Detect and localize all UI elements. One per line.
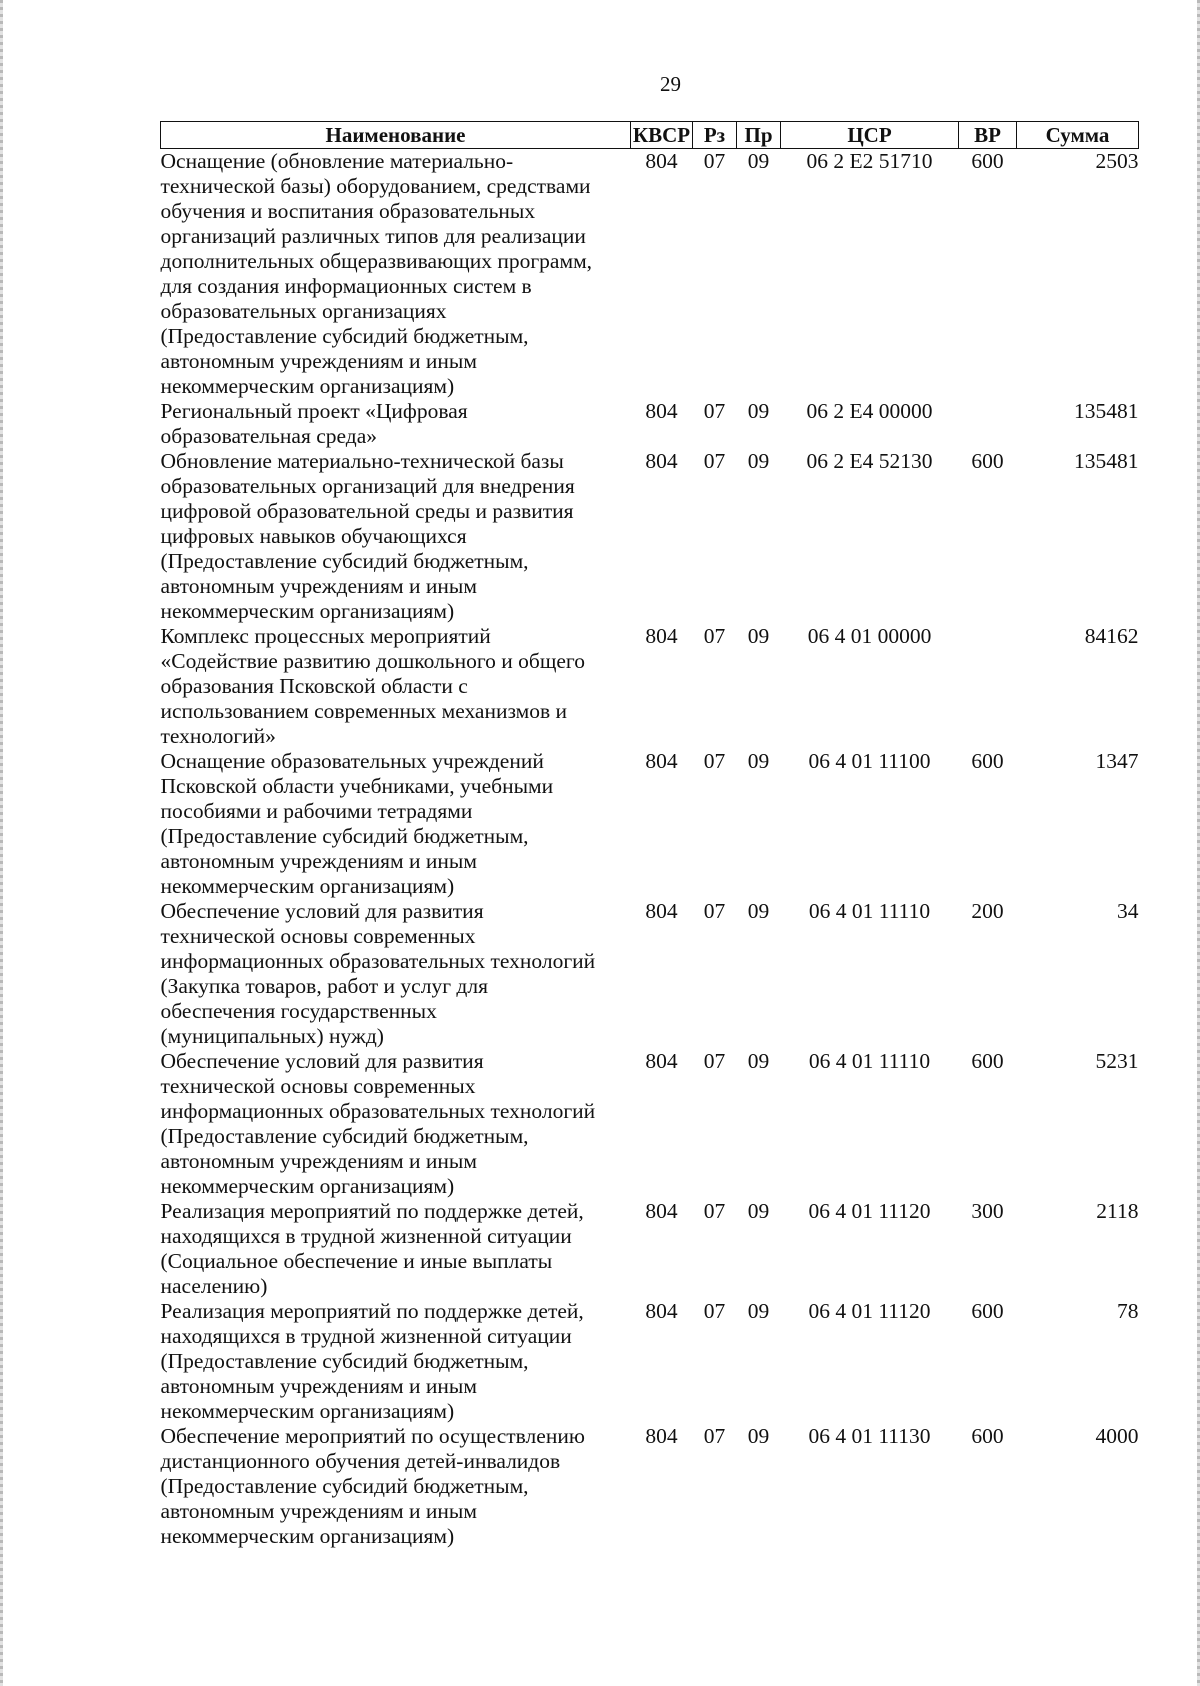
row-kvsr-cell: 804 xyxy=(645,149,678,173)
row-rz-cell: 07 xyxy=(703,749,726,773)
row-vr-cell: 600 xyxy=(971,449,1004,473)
row-kvsr-cell: 804 xyxy=(645,749,678,773)
row-csr-cell: 06 4 01 11100 xyxy=(808,749,931,773)
table-row xyxy=(161,749,1139,899)
row-name-cell: Реализация мероприятий по поддержке детей, находящихся в трудной жизненной ситуации (Предоставление субсидий бюджетным, автономным учреждениям и иным некоммерческим организациям) xyxy=(160,1299,584,1423)
row-sum-cell: 2503 xyxy=(1095,149,1139,173)
row-sum-cell: 34 xyxy=(1117,899,1139,923)
row-pr-cell: 09 xyxy=(747,624,770,648)
budget-table xyxy=(160,121,1139,1549)
row-vr-cell xyxy=(959,624,1017,749)
row-rz-cell: 07 xyxy=(703,449,726,473)
row-vr-cell: 600 xyxy=(971,749,1004,773)
row-pr-cell: 09 xyxy=(747,1299,770,1323)
row-kvsr-cell: 804 xyxy=(645,1049,678,1073)
row-csr-cell: 06 4 01 11130 xyxy=(808,1424,931,1448)
row-vr-cell: 600 xyxy=(971,1424,1004,1448)
row-kvsr-cell: 804 xyxy=(645,449,678,473)
row-sum-cell: 5231 xyxy=(1095,1049,1139,1073)
header-sum: Сумма xyxy=(1017,122,1139,149)
row-csr-cell: 06 4 01 11110 xyxy=(808,899,931,923)
table-row xyxy=(161,399,1139,449)
row-rz-cell: 07 xyxy=(703,899,726,923)
row-rz-cell: 07 xyxy=(703,149,726,173)
row-pr-cell: 09 xyxy=(747,149,770,173)
row-vr-cell: 600 xyxy=(971,1299,1004,1323)
row-name-cell: Обновление материально-технической базы образовательных организаций для внедрения цифровой образовательной среды и развития цифровых навыков обучающихся (Предоставление субсидий бюджетным, автономным учреждениям и иным некоммерческим организациям) xyxy=(160,449,575,623)
row-rz-cell: 07 xyxy=(703,1049,726,1073)
scan-edge-left xyxy=(0,0,3,1686)
row-vr-cell: 600 xyxy=(971,149,1004,173)
row-kvsr-cell: 804 xyxy=(645,624,678,648)
row-name-cell: Реализация мероприятий по поддержке детей, находящихся в трудной жизненной ситуации (Социальное обеспечение и иные выплаты населению) xyxy=(160,1199,584,1298)
row-name-cell: Обеспечение условий для развития технической основы современных информационных образовательных технологий (Закупка товаров, работ и услуг для обеспечения государственных (муниципальных) нужд) xyxy=(160,899,596,1048)
row-pr-cell: 09 xyxy=(747,399,770,423)
row-rz-cell: 07 xyxy=(703,399,726,423)
row-kvsr-cell: 804 xyxy=(645,399,678,423)
table-row xyxy=(161,449,1139,624)
row-csr-cell: 06 4 01 11110 xyxy=(808,1049,931,1073)
row-sum-cell: 4000 xyxy=(1095,1424,1139,1448)
row-pr-cell: 09 xyxy=(747,899,770,923)
row-pr-cell: 09 xyxy=(747,749,770,773)
row-rz-cell: 07 xyxy=(703,1299,726,1323)
page-number: 29 xyxy=(660,72,681,96)
row-csr-cell: 06 4 01 00000 xyxy=(807,624,932,648)
row-rz-cell: 07 xyxy=(703,624,726,648)
table-row xyxy=(161,624,1139,749)
table-header xyxy=(161,122,1139,149)
header-name: Наименование xyxy=(161,122,631,149)
row-name-cell: Обеспечение мероприятий по осуществлению дистанционного обучения детей-инвалидов (Предоставление субсидий бюджетным, автономным учреждениям и иным некоммерческим организациям) xyxy=(160,1424,585,1548)
row-rz-cell: 07 xyxy=(703,1199,726,1223)
row-vr-cell: 200 xyxy=(971,899,1004,923)
table-row xyxy=(161,1424,1139,1549)
row-sum-cell: 2118 xyxy=(1096,1199,1139,1223)
header-csr: ЦСР xyxy=(781,122,959,149)
row-name-cell: Комплекс процессных мероприятий «Содействие развитию дошкольного и общего образования Псковской области с использованием современных механизмов и технологий» xyxy=(160,624,585,748)
row-csr-cell: 06 4 01 11120 xyxy=(808,1199,931,1223)
table-row xyxy=(161,149,1139,400)
row-kvsr-cell: 804 xyxy=(645,1424,678,1448)
row-sum-cell: 1347 xyxy=(1095,749,1139,773)
row-pr-cell: 09 xyxy=(747,449,770,473)
row-name-cell: Региональный проект «Цифровая образовательная среда» xyxy=(160,399,468,448)
row-kvsr-cell: 804 xyxy=(645,1199,678,1223)
table-row xyxy=(161,1199,1139,1299)
header-kvsr: КВСР xyxy=(631,122,693,149)
row-sum-cell: 135481 xyxy=(1074,399,1139,423)
row-pr-cell: 09 xyxy=(747,1049,770,1073)
row-sum-cell: 78 xyxy=(1117,1299,1139,1323)
row-csr-cell: 06 4 01 11120 xyxy=(808,1299,931,1323)
row-sum-cell: 84162 xyxy=(1084,624,1139,648)
row-name-cell: Оснащение образовательных учреждений Псковской области учебниками, учебными пособиями и рабочими тетрадями (Предоставление субсидий бюджетным, автономным учреждениям и иным некоммерческим организациям) xyxy=(160,749,554,898)
header-vr: ВР xyxy=(959,122,1017,149)
row-vr-cell: 600 xyxy=(971,1049,1004,1073)
table-body xyxy=(161,149,1139,1550)
header-rz: Рз xyxy=(693,122,737,149)
header-pr: Пр xyxy=(737,122,781,149)
header-row xyxy=(161,122,1139,149)
row-vr-cell: 300 xyxy=(971,1199,1004,1223)
row-csr-cell: 06 2 E4 00000 xyxy=(806,399,933,423)
row-csr-cell: 06 2 E4 52130 xyxy=(806,449,933,473)
row-name-cell: Оснащение (обновление материально- технической базы) оборудованием, средствами обучения и воспитания образовательных организаций различных типов для реализации дополнительных общеразвивающих программ, для создания информационных систем в образовательных организациях (Предоставление субсидий бюджетным, автономным учреждениям и иным некоммерческим организациям) xyxy=(160,149,593,398)
row-kvsr-cell: 804 xyxy=(645,1299,678,1323)
row-name-cell: Обеспечение условий для развития технической основы современных информационных образовательных технологий (Предоставление субсидий бюджетным, автономным учреждениям и иным некоммерческим организациям) xyxy=(160,1049,596,1198)
row-sum-cell: 135481 xyxy=(1074,449,1139,473)
table-row xyxy=(161,899,1139,1049)
row-csr-cell: 06 2 E2 51710 xyxy=(806,149,933,173)
row-kvsr-cell: 804 xyxy=(645,899,678,923)
row-pr-cell: 09 xyxy=(747,1199,770,1223)
row-vr-cell xyxy=(959,399,1017,449)
table-row xyxy=(161,1299,1139,1424)
row-rz-cell: 07 xyxy=(703,1424,726,1448)
table-row xyxy=(161,1049,1139,1199)
row-pr-cell: 09 xyxy=(747,1424,770,1448)
